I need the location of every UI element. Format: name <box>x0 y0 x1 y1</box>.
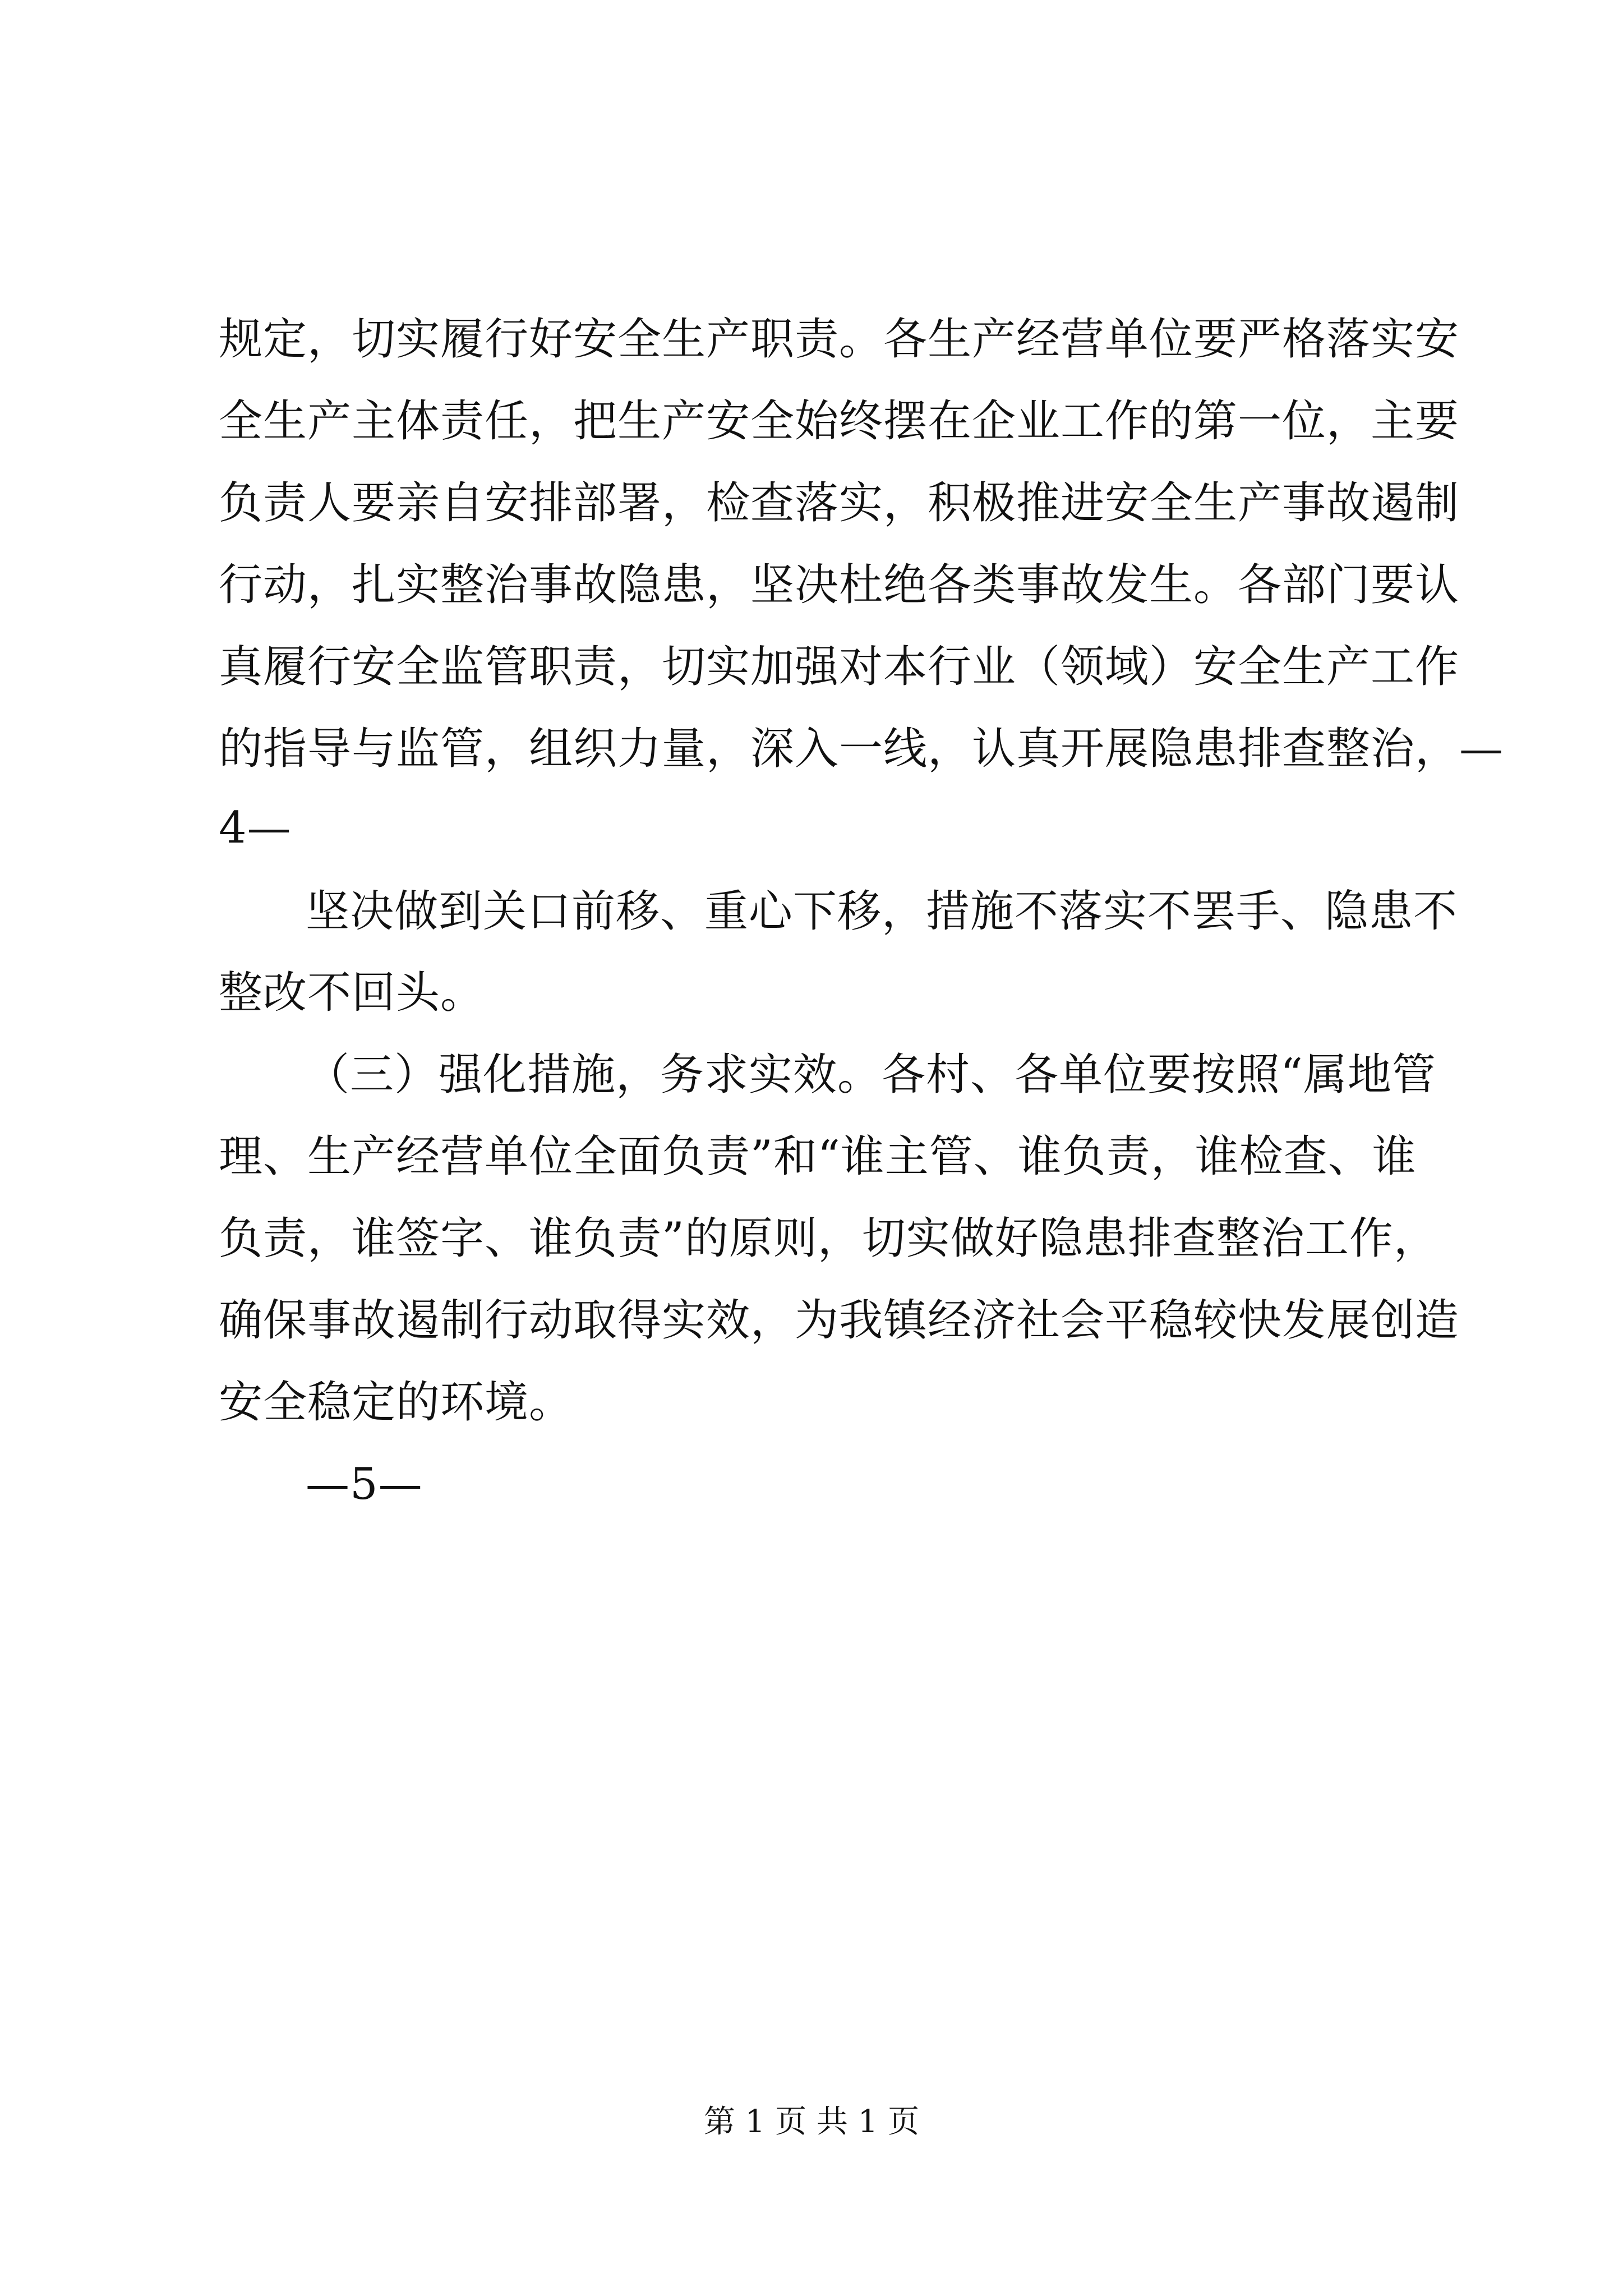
paragraph-line: 坚决做到关口前移、重心下移，措施不落实不罢手、隐患不 <box>306 886 1458 937</box>
paragraph-line: 确保事故遏制行动取得实效，为我镇经济社会平稳较快发展创造 <box>219 1295 1460 1346</box>
paragraph-line: 的指导与监管，组织力量，深入一线，认真开展隐患排查整治，— <box>219 724 1504 774</box>
paragraph-line: 整改不回头。 <box>219 968 485 1018</box>
paragraph-line: 全生产主体责任，把生产安全始终摆在企业工作的第一位，主要 <box>219 396 1460 447</box>
paragraph-line: 安全稳定的环境。 <box>219 1377 574 1428</box>
paragraph-line: 负责，谁签字、谁负责”的原则，切实做好隐患排查整治工作， <box>219 1213 1438 1264</box>
page-marker: —5— <box>306 1459 423 1510</box>
paragraph-line: 真履行安全监管职责，切实加强对本行业（领域）安全生产工作 <box>219 642 1460 692</box>
paragraph-line: （三）强化措施，务求实效。各村、各单位要按照“属地管 <box>306 1050 1436 1100</box>
paragraph-line: 行动，扎实整治事故隐患，坚决杜绝各类事故发生。各部门要认 <box>219 560 1460 610</box>
inline-page-number: 4— <box>219 803 292 853</box>
paragraph-line: 负责人要亲自安排部署，检查落实，积极推进安全生产事故遏制 <box>219 478 1460 528</box>
paragraph-line: 规定，切实履行好安全生产职责。各生产经营单位要严格落实安 <box>219 314 1460 365</box>
page-footer: 第 1 页 共 1 页 <box>703 2104 920 2140</box>
paragraph-line: 理、生产经营单位全面负责”和“谁主管、谁负责，谁检查、谁 <box>219 1131 1417 1182</box>
